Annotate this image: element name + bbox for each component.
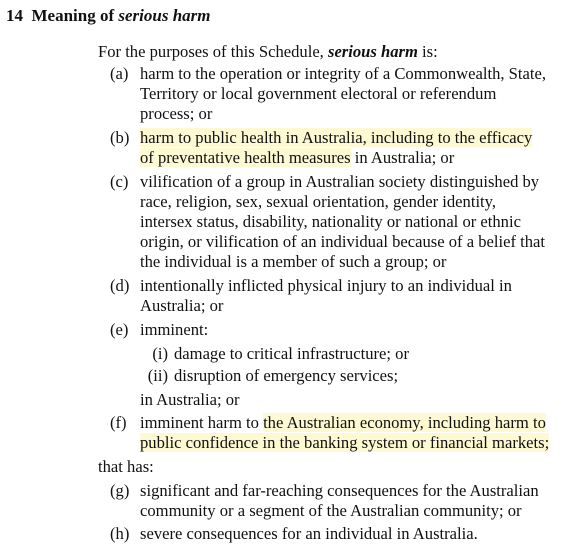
- intro-sentence: [98, 42, 438, 62]
- item-h-text: severe consequences for an individual in Australia.: [140, 524, 478, 543]
- item-b-highlight-2: of preventative health measures: [140, 148, 351, 167]
- item-e-label: (e): [110, 320, 129, 339]
- item-e-sub-ii-label: (ii): [147, 366, 168, 385]
- item-d-label: (d): [110, 276, 130, 295]
- section-title-prefix: Meaning of: [31, 6, 119, 25]
- section-heading: [6, 6, 211, 26]
- item-f-label: (f): [110, 413, 127, 432]
- item-f-highlight-2: public confidence in the banking system or financial markets;: [140, 433, 550, 452]
- item-a-label: (a): [110, 64, 129, 83]
- item-a-line-2: Territory or local government electoral or referendum: [140, 84, 497, 103]
- item-b-line-2-tail: in Australia; or: [350, 148, 455, 167]
- item-f-line-1: [140, 413, 546, 433]
- item-e-tail: in Australia; or: [140, 390, 240, 409]
- section-number: 14: [6, 6, 23, 25]
- intro-post: is:: [417, 42, 438, 61]
- item-d-line-2: Australia; or: [140, 296, 224, 315]
- item-f-highlight-1: the Australian economy, including harm to: [263, 413, 546, 432]
- item-g-label: (g): [110, 481, 130, 500]
- item-c-line-4: origin, or vilification of an individual because of a belief that: [140, 232, 546, 251]
- item-a-line-1: harm to the operation or integrity of a Commonwealth, State,: [140, 64, 546, 83]
- item-g-line-1: significant and far-reaching consequences for the Australian: [140, 481, 539, 500]
- intro-emphasis: serious harm: [327, 42, 418, 61]
- item-b-line-2: [140, 148, 454, 168]
- item-e-sub-i-label: (i): [152, 344, 168, 363]
- item-e-text: imminent:: [140, 320, 209, 339]
- item-e-sub-i-text: damage to critical infrastructure; or: [174, 344, 409, 363]
- intro-pre: For the purposes of this Schedule,: [98, 42, 328, 61]
- item-f-line-2: [140, 433, 549, 453]
- item-d-line-1: intentionally inflicted physical injury to an individual in: [140, 276, 512, 295]
- item-c-line-5: the individual is a member of such a group; or: [140, 252, 447, 271]
- item-c-line-2: race, religion, sex, sexual orientation, gender identity,: [140, 192, 497, 211]
- item-c-line-3: intersex status, disability, nationality or national or ethnic: [140, 212, 521, 231]
- item-a-line-3: process; or: [140, 104, 213, 123]
- item-e-sub-ii-text: disruption of emergency services;: [174, 366, 399, 385]
- item-f-line-1-plain: imminent harm to: [140, 413, 264, 432]
- item-h-label: (h): [110, 524, 130, 543]
- item-c-line-1: vilification of a group in Australian society distinguished by: [140, 172, 540, 191]
- section-title-emphasis: serious harm: [118, 6, 211, 25]
- item-c-label: (c): [110, 172, 129, 191]
- item-b-line-1: [140, 128, 532, 148]
- item-b-label: (b): [110, 128, 130, 147]
- item-b-highlight-1: harm to public health in Australia, including to the efficacy: [140, 128, 533, 147]
- item-g-line-2: community or a segment of the Australian community; or: [140, 501, 522, 520]
- that-has-connector: that has:: [98, 457, 154, 476]
